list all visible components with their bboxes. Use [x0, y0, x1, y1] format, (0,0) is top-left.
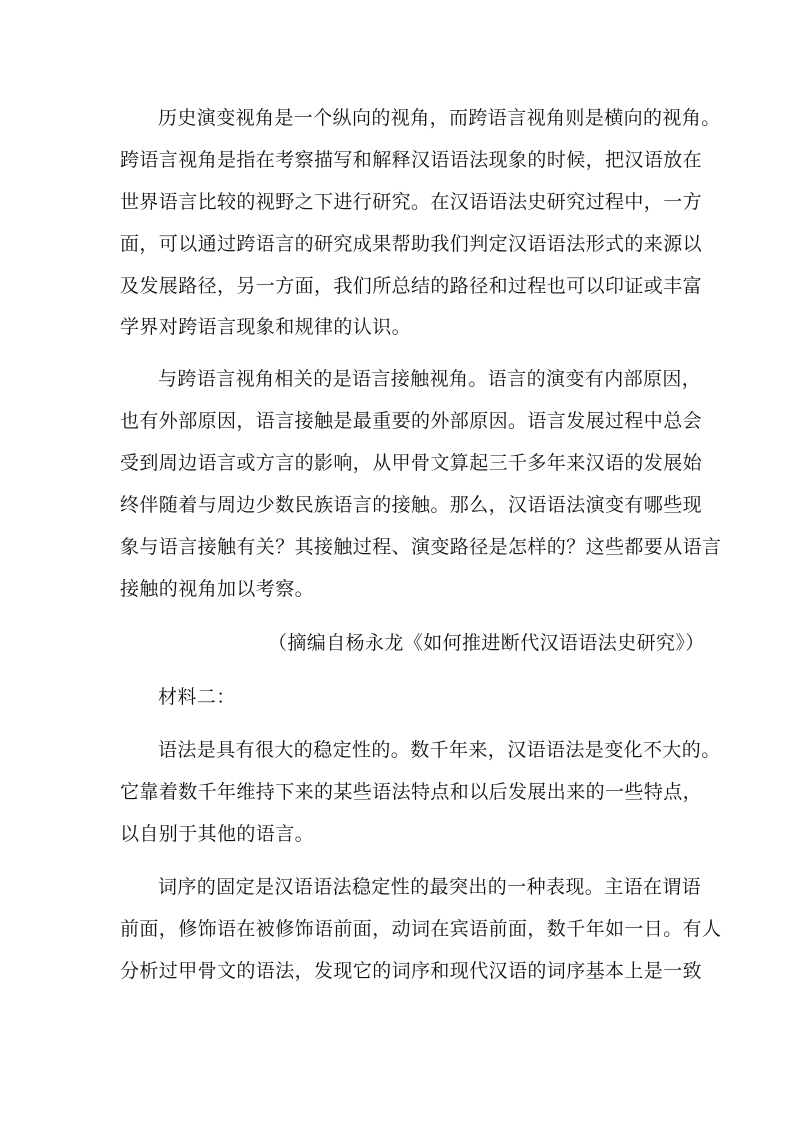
paragraph-line: 面，可以通过跨语言的研究成果帮助我们判定汉语语法形式的来源以 [120, 233, 703, 255]
paragraph-line: 受到周边语言或方言的影响，从甲骨文算起三千多年来汉语的发展始 [120, 452, 703, 474]
paragraph-line: 接触的视角加以考察。 [120, 578, 315, 600]
paragraph-line: 分析过甲骨文的语法，发现它的词序和现代汉语的词序基本上是一致 [120, 960, 703, 982]
source-citation: （摘编自杨永龙《如何推进断代汉语语法史研究》） [268, 632, 705, 654]
paragraph-line: 象与语言接触有关？其接触过程、演变路径是怎样的？这些都要从语言 [120, 536, 722, 558]
paragraph-line: 它靠着数千年维持下来的某些语法特点和以后发展出来的一些特点， [120, 781, 703, 803]
paragraph-line: 世界语言比较的视野之下进行研究。在汉语语法史研究过程中，一方 [120, 191, 703, 213]
paragraph-line: 学界对跨语言现象和规律的认识。 [120, 316, 412, 338]
paragraph-line: 终伴随着与周边少数民族语言的接触。那么，汉语语法演变有哪些现 [120, 494, 703, 516]
paragraph-line: 历史演变视角是一个纵向的视角，而跨语言视角则是横向的视角。 [158, 107, 721, 129]
paragraph-line: 及发展路径，另一方面，我们所总结的路径和过程也可以印证或丰富 [120, 275, 703, 297]
paragraph-line: 以自别于其他的语言。 [120, 823, 315, 845]
paragraph-line: 词序的固定是汉语语法稳定性的最突出的一种表现。主语在谓语 [158, 876, 702, 898]
paragraph-line: 语法是具有很大的稳定性的。数千年来，汉语语法是变化不大的。 [158, 739, 721, 761]
paragraph-line: 跨语言视角是指在考察描写和解释汉语语法现象的时候，把汉语放在 [120, 149, 703, 171]
section-label: 材料二： [158, 686, 236, 708]
paragraph-line: 与跨语言视角相关的是语言接触视角。语言的演变有内部原因， [158, 368, 702, 390]
paragraph-line: 也有外部原因，语言接触是最重要的外部原因。语言发展过程中总会 [120, 410, 703, 432]
paragraph-line: 前面，修饰语在被修饰语前面，动词在宾语前面，数千年如一日。有人 [120, 918, 722, 940]
